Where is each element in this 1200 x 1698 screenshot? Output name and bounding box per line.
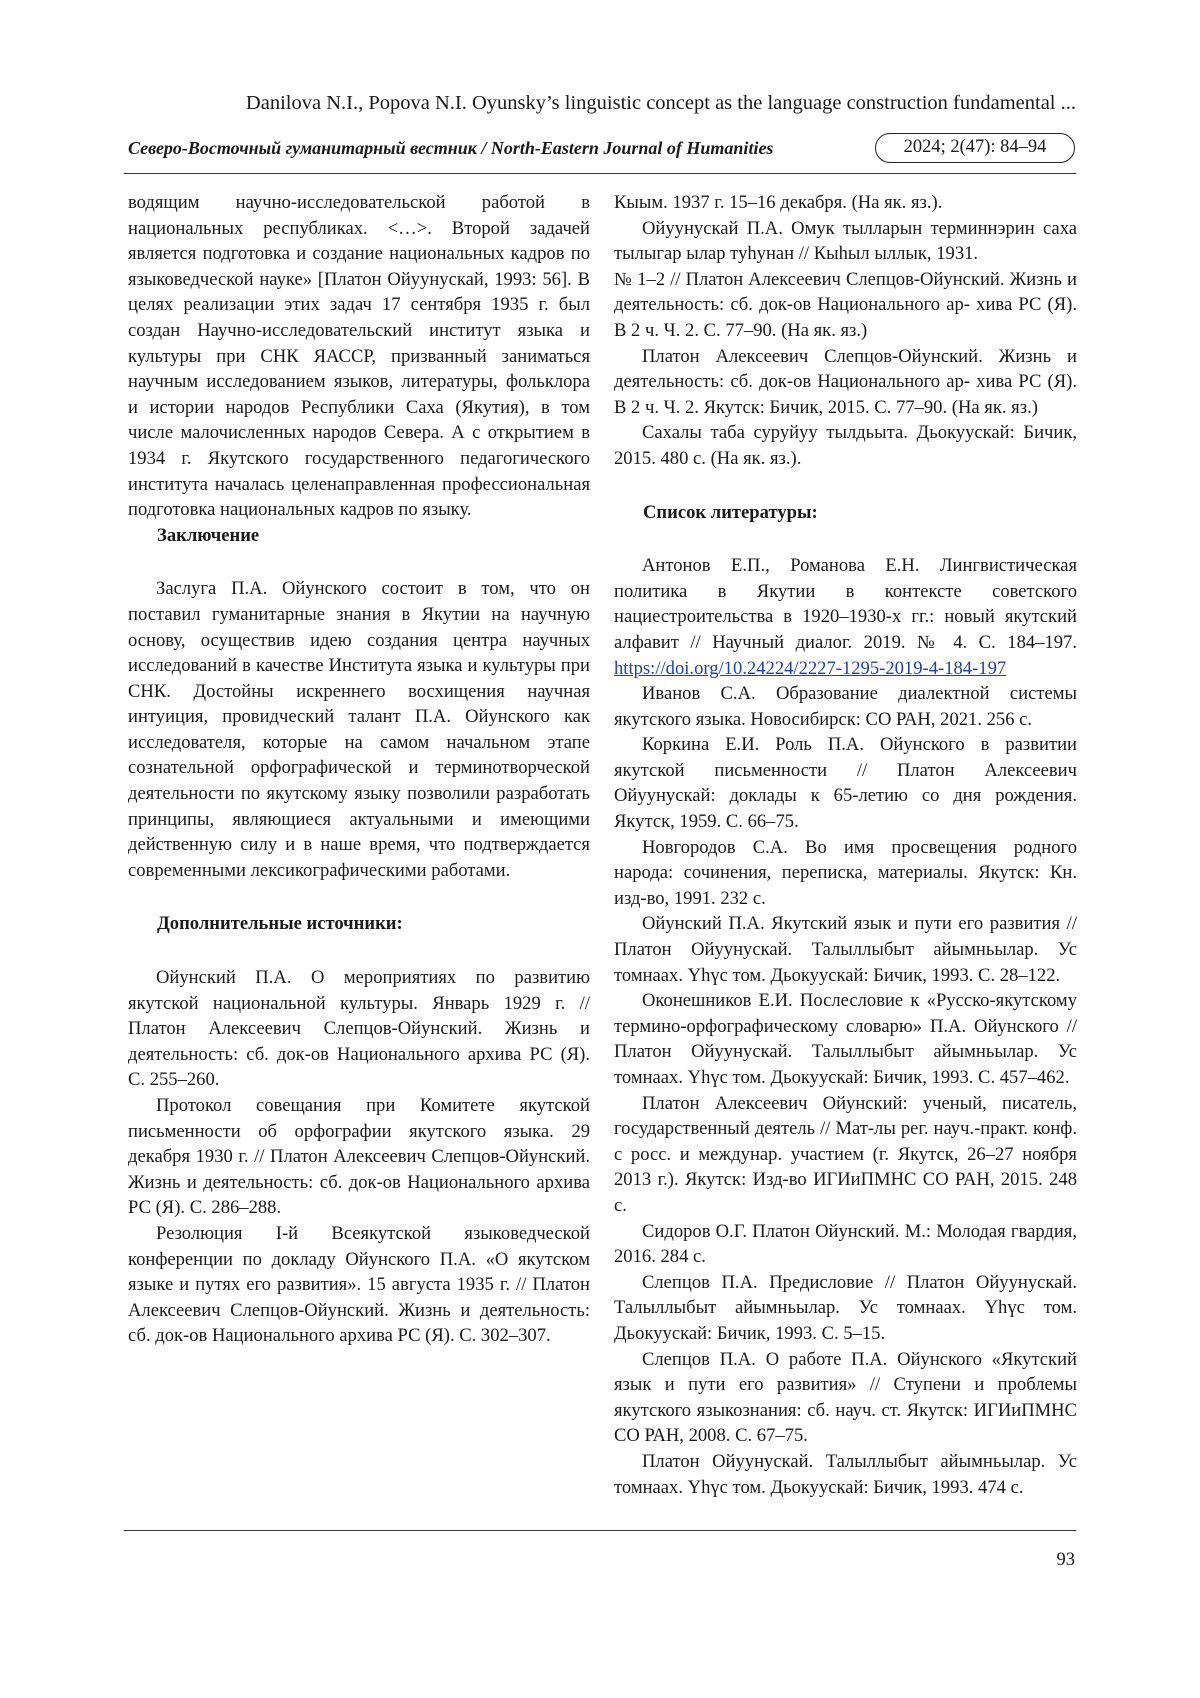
header-divider: [124, 173, 1076, 174]
right-column: [614, 190, 1077, 1500]
literature-item: Платон Ойуунускай. Талыллыбыт айымньылар. Ус томнаах. Үһүс том. Дьокуускай: Бичик, 1993. 474 с.: [614, 1450, 1077, 1498]
intro-paragraph: водящим научно-исследовательской работой в национальных республиках. <…>. Второй задачей является подготовка и создание национальных кадров по языковедческой науке» [Платон Ойуунускай, 1993: 56]. В целях реализации этих задач 17 сентября 1935 г. был создан Научно-исследовательский институт языка и культуры при СНК ЯАССР, призванный заниматься научным исследованием языков, литературы, фольклора и истории народов Республики Саха (Якутия), в том числе малочисленных народов Севера. А с открытием в 1934 г. Якутского государственного педагогического института началась целенаправленная профессиональная подготовка национальных кадров по языку.: [128, 192, 590, 521]
source-item: Ойуунускай П.А. Омук тылларын терминнэрин саха тылыгар ылар туһунан // Кыһыл ыллык, 1931.: [614, 217, 1077, 265]
source-item: Кыым. 1937 г. 15–16 декабря. (На як. яз.).: [614, 192, 943, 213]
sources-heading: Дополнительные источники:: [157, 913, 403, 935]
source-item: № 1–2 // Платон Алексеевич Слепцов-Ойунский. Жизнь и деятельность: сб. док-ов Национального ар- хива РС (Я). В 2 ч. Ч. 2. С. 77–90. (На як. яз.): [614, 268, 1077, 341]
literature-item: [614, 553, 1077, 681]
conclusion-paragraph: Заслуга П.А. Ойунского состоит в том, что он поставил гуманитарные знания в Якутии на научную основу, осуществив идею создания центра научных исследований в качестве Института языка и культуры при СНК. Достойны искреннего восхищения научная интуиция, провидческий талант П.А. Ойунского как исследователя, которые на самом начальном этапе сознательной орфографической и терминотворческой деятельности по якутскому языку позволили разработать принципы, являющиеся актуальными и имеющими действенную силу и в наше время, что подтверждается современными лексикографическими работами.: [128, 578, 590, 881]
literature-item: Иванов С.А. Образование диалектной системы якутского языка. Новосибирск: СО РАН, 2021. 256 с.: [614, 683, 1077, 730]
doi-link[interactable]: https://doi.org/10.24224/2227-1295-2019-4-184-197: [614, 657, 1007, 679]
literature-item: Слепцов П.А. О работе П.А. Ойунского «Якутский язык и пути его развития» // Ступени и проблемы якутского языкознания: сб. науч. ст. Якутск: ИГИиПМНС СО РАН, 2008. С. 67–75.: [614, 1348, 1077, 1447]
running-title: Danilova N.I., Popova N.I. Oyunsky’s linguistic concept as the language construction fundamental ...: [245, 92, 1076, 114]
page-number: 93: [1056, 1550, 1075, 1570]
literature-item: Коркина Е.И. Роль П.А. Ойунского в развитии якутской письменности // Платон Алексеевич Ойуунускай: доклады к 65-летию со дня рождения. Якутск, 1959. С. 66–75.: [614, 734, 1077, 833]
literature-item: Оконешников Е.И. Послесловие к «Русско-якутскому термино-орфографическому словарю» П.А. Ойунского // Платон Ойуунускай. Талыллыбыт айымньылар. Ус томнаах. Үһүс том. Дьокуускай: Бичик, 1993. С. 457–462.: [614, 990, 1077, 1088]
literature-item: Новгородов С.А. Во имя просвещения родного народа: сочинения, переписка, материалы. Якутск: Кн. изд-во, 1991. 232 с.: [614, 836, 1077, 909]
literature-item: Ойунский П.А. Якутский язык и пути его развития // Платон Ойуунускай. Талыллыбыт айымньылар. Ус томнаах. Үһүс том. Дьокуускай: Бичик, 1993. С. 28–122.: [614, 913, 1077, 986]
literature-item-text: Антонов Е.П., Романова Е.Н. Лингвистическая политика в Якутии в контексте советского нациестроительства в 1920–1930-х гг.: новый якутский алфавит // Научный диалог. 2019. № 4. С. 184–197.: [614, 555, 1077, 653]
issue-badge: 2024; 2(47): 84–94: [875, 133, 1075, 163]
literature-item: Слепцов П.А. Предисловие // Платон Ойуунускай. Талыллыбыт айымньылар. Ус томнаах. Үһүс том. Дьокуускай: Бичик, 1993. С. 5–15.: [614, 1271, 1077, 1344]
journal-title: Северо-Восточный гуманитарный вестник / North-Eastern Journal of Humanities: [128, 138, 774, 158]
conclusion-heading: Заключение: [157, 524, 260, 546]
source-item: Резолюция I-й Всеякутской языковедческой конференции по докладу Ойунского П.А. «О якутском языке и путях его развития». 15 августа 1935 г. // Платон Алексеевич Слепцов-Ойунский. Жизнь и деятельность: сб. док-ов Национального архива РС (Я). С. 302–307.: [128, 1222, 590, 1347]
literature-heading: Список литературы:: [643, 501, 818, 523]
literature-item: Платон Алексеевич Ойунский: ученый, писатель, государственный деятель // Мат-лы рег. науч.-практ. конф. с росс. и междунар. участием (г. Якутск, 26–27 ноября 2013 г.). Якутск: Изд-во ИГИиПМНС СО РАН, 2015. 248 с.: [614, 1092, 1077, 1216]
literature-item: Сидоров О.Г. Платон Ойунский. М.: Молодая гвардия, 2016. 284 с.: [614, 1220, 1077, 1268]
source-item: Платон Алексеевич Слепцов-Ойунский. Жизнь и деятельность: сб. док-ов Национального ар- хива РС (Я). В 2 ч. Ч. 2. Якутск: Бичик, 2015. С. 77–90. (На як. яз.): [614, 345, 1077, 418]
source-item: Сахалы таба суруйуу тылдьыта. Дьокуускай: Бичик, 2015. 480 с. (На як. яз.).: [614, 422, 1077, 469]
source-item: Протокол совещания при Комитете якутской письменности об орфографии якутского языка. 29 декабря 1930 г. // Платон Алексеевич Слепцов-Ойунский. Жизнь и деятельность: сб. док-ов Национального архива РС (Я). С. 286–288.: [128, 1095, 590, 1219]
left-column: [128, 190, 590, 1349]
footer-divider: [124, 1530, 1076, 1531]
source-item: Ойунский П.А. О мероприятиях по развитию якутской национальной культуры. Январь 1929 г. // Платон Алексеевич Слепцов-Ойунский. Жизнь и деятельность: сб. док-ов Национального архива РС (Я). С. 255–260.: [128, 967, 590, 1091]
